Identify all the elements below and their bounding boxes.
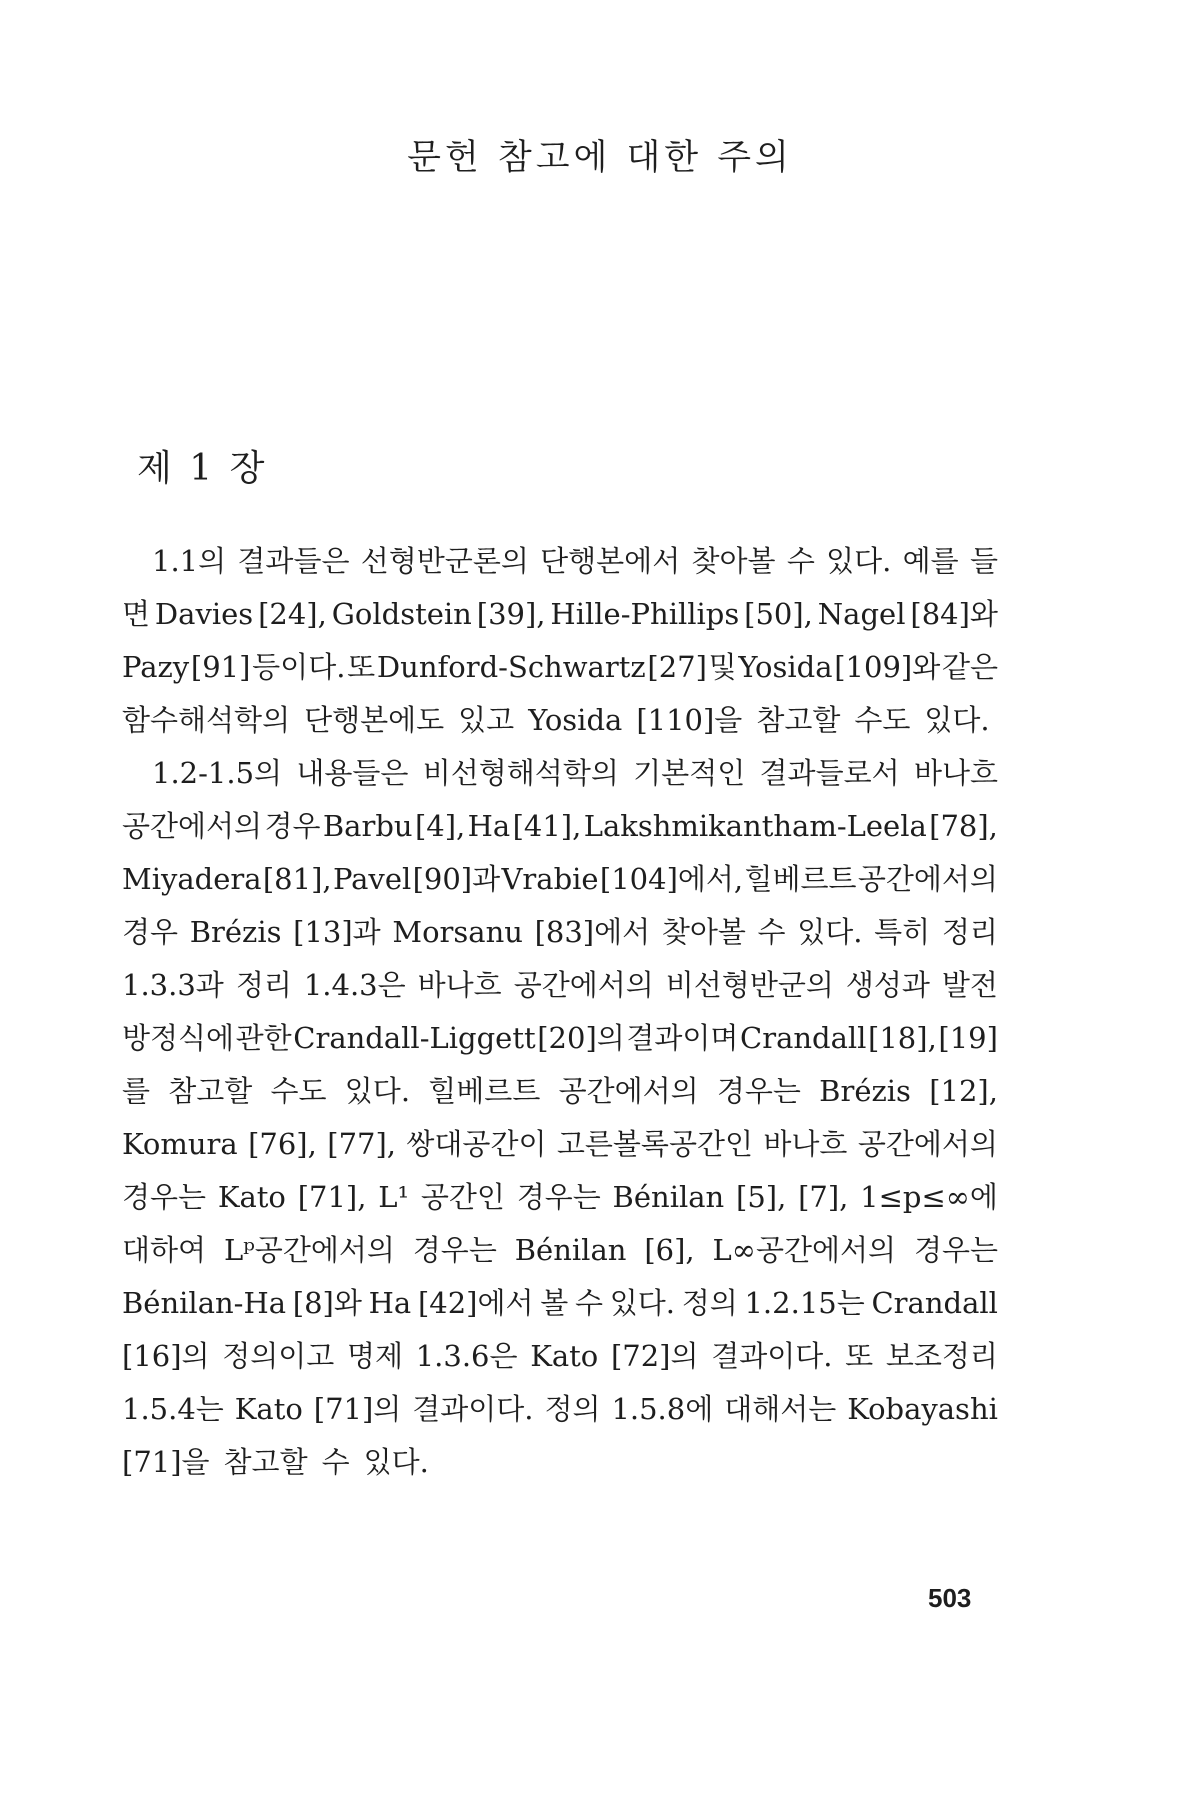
text-word: 참고할 (168, 1074, 253, 1108)
text-line (122, 535, 998, 588)
text-word: Crandall (740, 1021, 867, 1055)
text-line (122, 1277, 998, 1330)
text-word: [71]의 (313, 1392, 402, 1426)
text-word: 기본적인 (633, 756, 746, 790)
text-word: 바나흐 (417, 968, 502, 1002)
text-word: [18], (868, 1021, 937, 1055)
text-word: Goldstein (331, 597, 472, 631)
text-word: [109]와 (834, 650, 941, 684)
text-word: 볼 (540, 1286, 569, 1320)
text-line (122, 1065, 998, 1118)
text-word: [77], (327, 1127, 396, 1161)
text-word: [50], (744, 597, 813, 631)
text-word: 같은 (941, 650, 998, 684)
text-word: 경우는 (516, 1180, 601, 1214)
text-word: 또 (347, 650, 376, 684)
text-word: [19] (938, 1021, 998, 1055)
text-line (122, 1224, 998, 1277)
text-word: 공간에서의 (513, 968, 654, 1002)
text-word: 결과들은 (237, 544, 350, 578)
text-word: 생성과 (845, 968, 930, 1002)
text-word: 정리 (941, 915, 998, 949)
body-paragraphs (122, 535, 998, 1489)
text-line (122, 959, 998, 1012)
text-word: Morsanu (392, 915, 523, 949)
page-number: 503 (928, 1583, 972, 1613)
text-word: 결과이다. (711, 1339, 833, 1373)
text-word: 들 (969, 544, 998, 578)
text-word: [84]와 (910, 597, 998, 631)
text-word: [71], (297, 1180, 367, 1214)
text-word: 대해서는 (724, 1392, 837, 1426)
text-word: 참고할 (223, 1445, 308, 1479)
text-word: Davies (154, 597, 254, 631)
text-word: Brézis (819, 1074, 911, 1108)
text-word: 선형반군론의 (360, 544, 529, 578)
text-word: 특히 (874, 915, 931, 949)
text-word: 바나흐 (763, 1127, 848, 1161)
text-word: 수 (321, 1445, 350, 1479)
text-word: 쌍대공간이 (406, 1127, 547, 1161)
text-word: [39], (476, 597, 546, 631)
text-word: 비선형해석학의 (422, 756, 619, 790)
text-word: 힐베르트 (428, 1074, 541, 1108)
text-word: 함수해석학의 (122, 703, 291, 737)
text-word: Bénilan (612, 1180, 725, 1214)
text-word: 예를 (902, 544, 959, 578)
text-word: Nagel (817, 597, 906, 631)
text-word: 1.2.15는 (744, 1286, 865, 1320)
text-word: 있다. (609, 1286, 675, 1320)
text-word: Bénilan-Ha (122, 1286, 287, 1320)
text-word: 공간에서의 (857, 862, 998, 896)
text-word: 대하여 (122, 1233, 207, 1267)
text-word: [5], (736, 1180, 787, 1214)
text-word: Pazy (122, 650, 190, 684)
text-word: 1.3.6은 (415, 1339, 518, 1373)
text-word: Barbu (322, 809, 413, 843)
text-word: Lᵖ공간에서의 (223, 1233, 395, 1267)
text-word: [42]에서 (417, 1286, 534, 1320)
text-word: 비선형반군의 (665, 968, 834, 1002)
text-word: [4], (414, 809, 466, 843)
text-word: Komura (122, 1127, 238, 1161)
text-word: 1.1의 (152, 544, 227, 578)
text-word: 수도 (270, 1074, 327, 1108)
text-word: 공간에서의 (857, 1127, 998, 1161)
text-word: [90]과 (412, 862, 501, 896)
text-word: 수 (757, 915, 786, 949)
text-word: 및 (708, 650, 737, 684)
text-word: Yosida (738, 650, 833, 684)
text-word: [110]을 (636, 703, 743, 737)
text-word: 경우는 (122, 1180, 207, 1214)
text-word: 결과이며 (626, 1021, 739, 1055)
text-word: 면 (122, 597, 151, 631)
text-word: [24], (258, 597, 327, 631)
text-word: 내용들은 (296, 756, 409, 790)
text-word: 경우 (264, 809, 321, 843)
text-word: 수 (574, 1286, 603, 1320)
text-word: 찾아볼 (661, 915, 746, 949)
text-word: Ha (467, 809, 511, 843)
text-line (122, 853, 998, 906)
text-word: [71]을 (122, 1445, 210, 1479)
text-word: [6], (644, 1233, 695, 1267)
text-word: 를 (122, 1074, 151, 1108)
text-word: Crandall-Liggett (293, 1021, 536, 1055)
text-word: [41], (512, 809, 582, 843)
text-word: [12], (929, 1074, 998, 1108)
text-word: 공간인 (420, 1180, 505, 1214)
text-word: [7], (798, 1180, 849, 1214)
text-word: Pavel (332, 862, 412, 896)
text-word: Ha (368, 1286, 412, 1320)
text-word: 1.3.3과 (122, 968, 224, 1002)
text-word: [13]과 (293, 915, 381, 949)
text-word: 단행본에서 (540, 544, 681, 578)
text-word: 찾아볼 (691, 544, 776, 578)
text-word: Kato (234, 1392, 303, 1426)
text-word: 정의 (544, 1392, 601, 1426)
text-word: [8]와 (292, 1286, 362, 1320)
text-line (122, 1330, 998, 1383)
text-word: 수 (786, 544, 815, 578)
text-word: 정의 (681, 1286, 738, 1320)
text-word: Vrabie (501, 862, 599, 896)
text-word: L¹ (378, 1180, 410, 1214)
text-word: 방정식에 (122, 1021, 235, 1055)
text-word: [91] (190, 650, 251, 684)
text-word: Miyadera (122, 862, 262, 896)
text-word: 경우 (122, 915, 179, 949)
text-line (122, 588, 998, 641)
text-word: 있다. (826, 544, 892, 578)
text-word: 경우는 (412, 1233, 497, 1267)
text-word: 힐베르트 (744, 862, 857, 896)
text-word: Crandall (871, 1286, 998, 1320)
text-line (122, 800, 998, 853)
text-word: 결과이다. (412, 1392, 534, 1426)
text-line (122, 1383, 998, 1436)
text-word: [72]의 (610, 1339, 699, 1373)
text-word: 있고 (458, 703, 515, 737)
text-line (122, 747, 998, 800)
text-word: 있다. (797, 915, 863, 949)
text-word: 경우는 (913, 1233, 998, 1267)
text-word: [78], (929, 809, 998, 843)
text-word: [27] (647, 650, 707, 684)
text-line (122, 1012, 998, 1065)
text-word: 발전 (941, 968, 998, 1002)
text-word: L∞공간에서의 (712, 1233, 897, 1267)
text-word: 1≤p≤∞에 (860, 1180, 998, 1214)
text-word: 1.4.3은 (303, 968, 406, 1002)
text-word: Lakshmikantham-Leela (583, 809, 927, 843)
chapter-heading: 제 1 장 (137, 448, 268, 489)
text-word: Dunford-Schwartz (376, 650, 646, 684)
text-word: 관한 (235, 1021, 292, 1055)
text-word: 1.5.4는 (122, 1392, 224, 1426)
text-word: Yosida (528, 703, 623, 737)
text-word: Hille-Phillips (550, 597, 740, 631)
text-line (122, 641, 998, 694)
text-word: 또 (845, 1339, 874, 1373)
text-word: [81], (262, 862, 332, 896)
text-word: 보조정리 (885, 1339, 998, 1373)
text-word: 공간에서의 (558, 1074, 699, 1108)
text-word: 단행본에도 (304, 703, 445, 737)
text-word: [76], (248, 1127, 317, 1161)
text-line (122, 1118, 998, 1171)
text-word: 있다. (344, 1074, 411, 1108)
text-word: 1.5.8에 (611, 1392, 714, 1426)
text-line (122, 906, 998, 959)
text-word: Brézis (189, 915, 282, 949)
text-word: Kato (217, 1180, 286, 1214)
text-word: 정의이고 (222, 1339, 335, 1373)
text-word: 수도 (854, 703, 911, 737)
text-word: [16]의 (122, 1339, 210, 1373)
text-word: 있다. (924, 703, 990, 737)
page-title: 문헌 참고에 대한 주의 (407, 138, 793, 178)
text-word: 1.2-1.5의 (152, 756, 283, 790)
text-word: 참고할 (756, 703, 841, 737)
text-word: 공간에서의 (122, 809, 263, 843)
text-line (122, 1436, 998, 1489)
text-word: [83]에서 (534, 915, 651, 949)
text-word: 결과들로서 (759, 756, 900, 790)
text-word: Kato (530, 1339, 599, 1373)
text-word: 정리 (235, 968, 292, 1002)
text-word: 등이다. (252, 650, 346, 684)
text-line (122, 1171, 998, 1224)
text-line (122, 694, 998, 747)
text-word: [104]에서, (599, 862, 744, 896)
text-word: Bénilan (514, 1233, 627, 1267)
text-word: 경우는 (716, 1074, 801, 1108)
text-word: [20]의 (537, 1021, 625, 1055)
text-word: 고른볼록공간인 (556, 1127, 753, 1161)
text-word: Kobayashi (847, 1392, 998, 1426)
text-word: 있다. (363, 1445, 429, 1479)
text-word: 명제 (346, 1339, 404, 1373)
text-word: 바나흐 (913, 756, 998, 790)
